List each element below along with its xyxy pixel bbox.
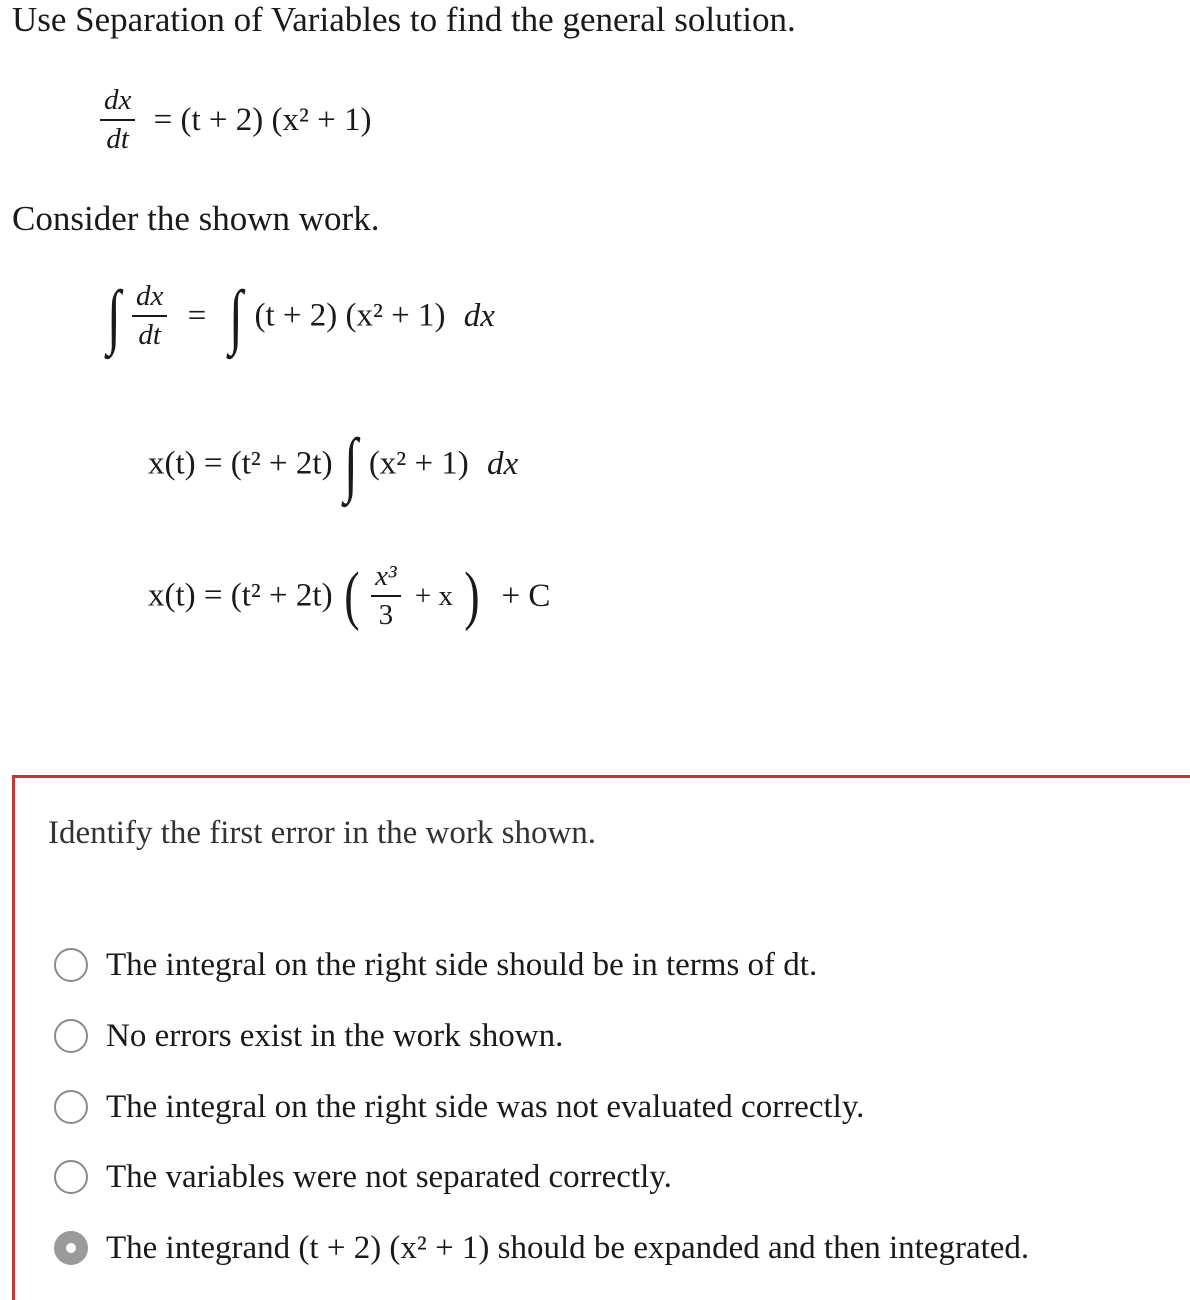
plus-c: + C (501, 577, 551, 614)
instruction-heading: Use Separation of Variables to find the general solution. (12, 0, 796, 39)
left-paren: ( (344, 559, 360, 632)
integrand: (x² + 1) (368, 445, 469, 482)
radio-button[interactable] (54, 1019, 88, 1053)
answer-option-2[interactable] (54, 1014, 563, 1058)
consider-text: Consider the shown work. (12, 199, 380, 238)
fraction-denominator: dt (138, 319, 161, 351)
option-label: The integral on the right side was not evaluated correctly. (106, 1088, 865, 1125)
plus-x: + x (414, 579, 453, 612)
equals-sign: = (187, 297, 207, 334)
option-label: The variables were not separated correctly. (106, 1158, 672, 1195)
fraction-numerator: dx (100, 84, 135, 121)
equation-rhs: = (t + 2) (x² + 1) (153, 101, 372, 138)
fraction-denominator: dt (106, 123, 129, 155)
work-line-2 (148, 424, 519, 504)
line2-lhs: x(t) = (t² + 2t) (148, 445, 333, 482)
work-line-1 (104, 276, 495, 356)
answer-option-1[interactable] (54, 943, 817, 987)
fraction-numerator: dx (132, 280, 167, 317)
work-line-3 (148, 560, 550, 632)
answer-option-5[interactable] (54, 1226, 1029, 1270)
option-label: No errors exist in the work shown. (106, 1017, 564, 1054)
fraction-denominator: 3 (378, 599, 394, 631)
answer-option-3[interactable] (54, 1085, 864, 1129)
right-paren: ) (464, 559, 480, 632)
fraction-numerator: x³ (371, 560, 401, 597)
radio-button[interactable] (54, 948, 88, 982)
integral-sign: ∫ (343, 424, 358, 504)
question-prompt: Identify the first error in the work shown. (48, 815, 597, 851)
derivative-fraction (100, 84, 135, 156)
radio-button-selected[interactable] (54, 1231, 88, 1265)
cubic-fraction (371, 560, 401, 632)
differential: dx (487, 445, 519, 482)
option-label: The integral on the right side should be in terms of dt. (106, 946, 818, 983)
derivative-fraction (132, 280, 167, 352)
integral-sign: ∫ (106, 276, 121, 356)
given-equation (100, 84, 371, 156)
option-label: The integrand (t + 2) (x² + 1) should be expanded and then integrated. (106, 1229, 1030, 1266)
integrand: (t + 2) (x² + 1) (254, 297, 446, 334)
radio-button[interactable] (54, 1090, 88, 1124)
integral-sign: ∫ (229, 276, 244, 356)
radio-button[interactable] (54, 1160, 88, 1194)
line3-lhs: x(t) = (t² + 2t) (148, 577, 333, 614)
differential: dx (463, 297, 495, 334)
answer-option-4[interactable] (54, 1155, 672, 1199)
